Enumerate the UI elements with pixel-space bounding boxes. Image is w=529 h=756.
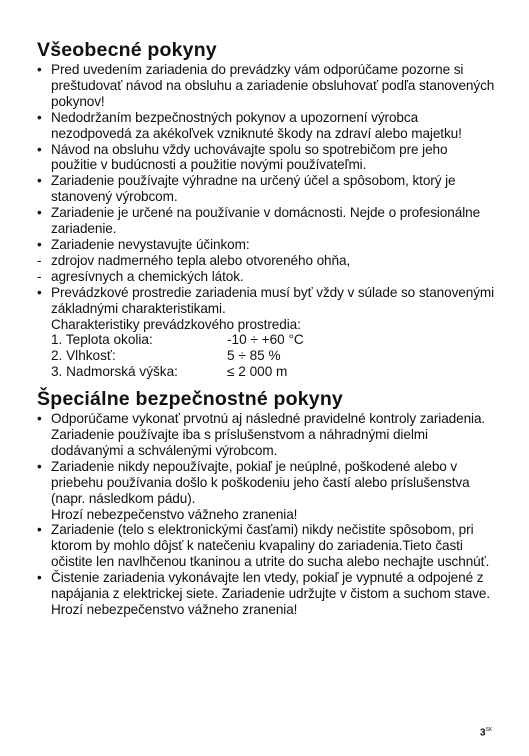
manual-page — [37, 38, 495, 618]
environment-row: 2. Vlhkosť: 5 ÷ 85 % — [51, 348, 281, 364]
list-item: • Prevádzkové prostredie zariadenia musí byť vždy v súlade so stanovenými základnými charakteristikami. — [37, 284, 495, 316]
section-title-general: Všeobecné pokyny — [37, 39, 217, 61]
list-item: • Zariadenie nikdy nepoužívajte, pokiaľ je neúplné, poškodené alebo v priebehu používania došlo k poškodeniu jeho častí alebo príslušenstva (napr. následkom pádu). Hrozí nebezpečenstvo vážneho zranenia! — [37, 459, 495, 523]
list-item: • Zariadenie používajte výhradne na určený účel a spôsobom, ktorý je stanovený výrobcom. — [37, 173, 456, 205]
list-item: • Nedodržaním bezpečnostných pokynov a upozornení výrobca nezodpovedá za akékoľvek vzniknuté škody na zdraví alebo majetku! — [37, 109, 462, 141]
page-number: $3^{SK}$ — [480, 727, 493, 739]
environment-row: 1. Teplota okolia: -10 ÷ +60 °C — [51, 332, 304, 348]
list-item: - zdrojov nadmerného tepla alebo otvoreného ohňa, — [37, 252, 351, 268]
general-instructions-list — [37, 62, 495, 317]
language-code: SK — [485, 727, 493, 733]
section-title-special: Špeciálne bezpečnostné pokyny — [37, 388, 343, 411]
warning-text: Hrozí nebezpečenstvo vážneho zranenia! — [51, 602, 298, 617]
environment-heading: Charakteristiky prevádzkového prostredia: — [51, 316, 301, 332]
special-instructions-list — [37, 411, 495, 618]
warning-text: Hrozí nebezpečenstvo vážneho zranenia! — [51, 506, 298, 522]
list-item: • Zariadenie nevystavujte účinkom: — [37, 236, 250, 252]
list-item: • Zariadenie je určené na používanie v domácnosti. Nejde o profesionálne zariadenie. — [37, 205, 481, 237]
list-item: • Zariadenie (telo s elektronickými časťami) nikdy nečistite spôsobom, pri ktorom by mohlo dôjsť k natečeniu kvapaliny do zariadenia.Tieto časti očistite len navlhčenou tkaninou a utrite do sucha alebo nechajte uschnúť. — [37, 522, 490, 570]
environment-row: 3. Nadmorská výška: ≤ 2 000 m — [51, 364, 288, 380]
list-item: • Odporúčame vykonať prvotnú aj následné pravidelné kontroly zariadenia. Zariadenie používajte iba s príslušenstvom a náhradnými dielmi dodávanými a schválenými výrobcom. — [37, 411, 486, 458]
list-item: - agresívnych a chemických látok. — [37, 268, 244, 284]
list-item: • Návod na obsluhu vždy uchovávajte spolu so spotrebičom pre jeho použitie v budúcnosti a použitie novými používateľmi. — [37, 141, 448, 173]
list-item: • Pred uvedením zariadenia do prevádzky vám odporúčame pozorne si preštudovať návod na obsluhu a zariadenie obsluhovať podľa stanovených pokynov! — [37, 62, 495, 109]
list-item: • Čistenie zariadenia vykonávajte len vtedy, pokiaľ je vypnuté a odpojené z napájania z elektrickej siete. Zariadenie udržujte v čistom a suchom stave. Hrozí nebezpečenstvo vážneho zranenia! — [37, 570, 495, 618]
